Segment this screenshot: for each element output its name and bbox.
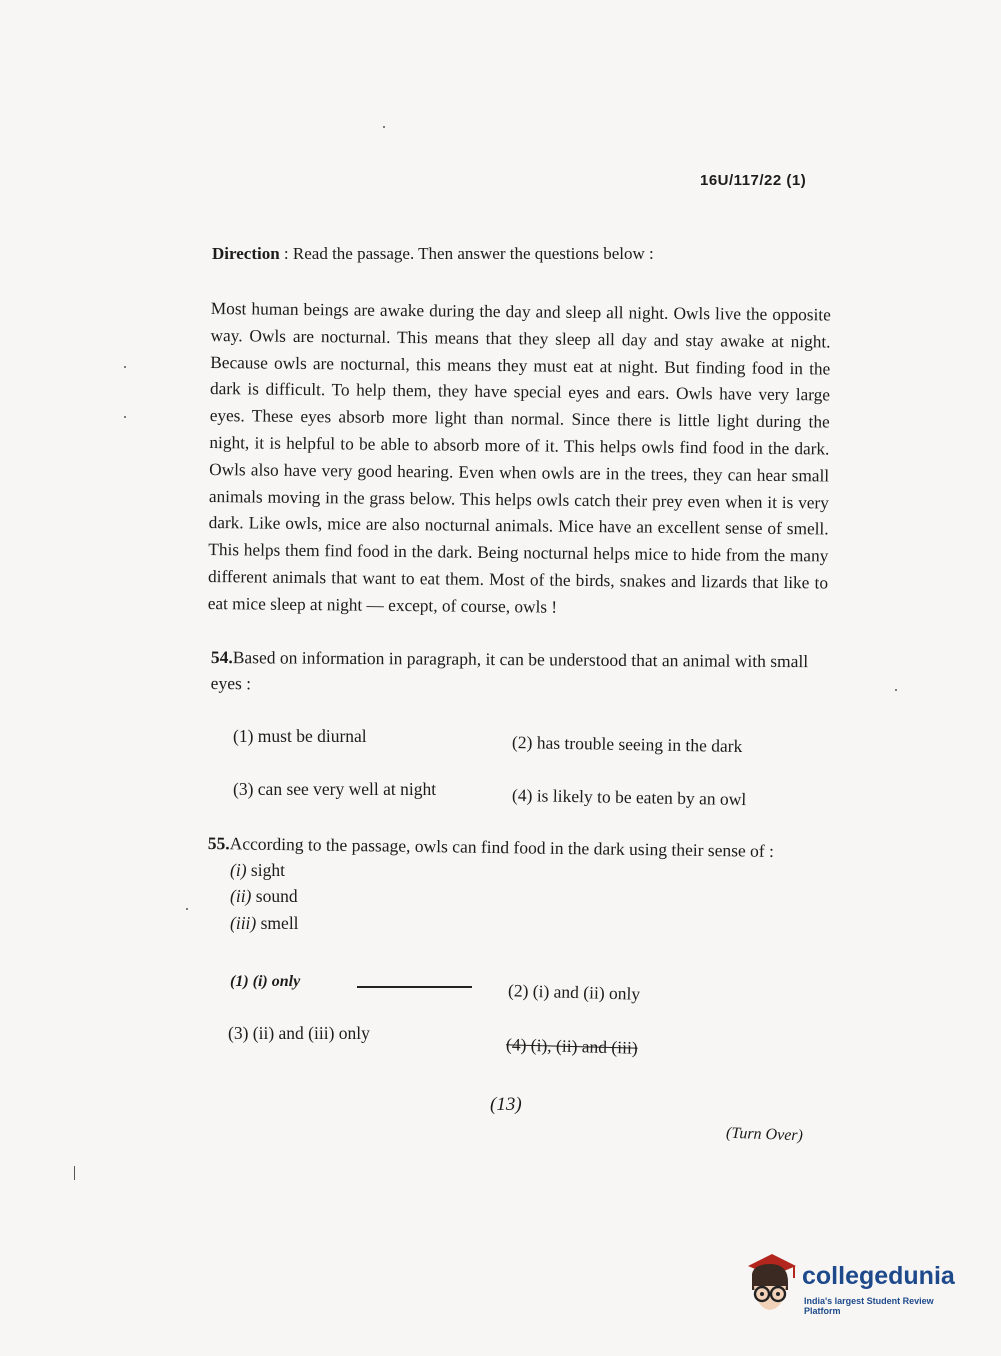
- question-55-number: 55.: [207, 832, 230, 854]
- question-55: [208, 830, 808, 864]
- q55-subitem-3-num: (iii): [230, 913, 257, 933]
- q55-subitem-3: [230, 913, 299, 934]
- q55-option-4: (4) (i), (ii) and (iii): [505, 1034, 638, 1058]
- question-54: [211, 644, 831, 700]
- q55-subitem-1-num: (i): [230, 860, 247, 880]
- direction-text: : Read the passage. Then answer the questions below :: [283, 244, 654, 263]
- q55-subitem-3-text: smell: [260, 913, 299, 933]
- paper-code: 16U/117/22 (1): [700, 172, 807, 189]
- q54-option-2: (2) has trouble seeing in the dark: [511, 731, 743, 757]
- q55-subitem-2: [230, 886, 298, 907]
- turn-over: (Turn Over): [725, 1124, 804, 1145]
- q55-subitem-2-num: (ii): [230, 886, 252, 906]
- scan-speck: [186, 908, 188, 910]
- reading-passage: Most human beings are awake during the day and sleep all night. Owls live the opposite way. Owls are nocturnal. This means that they sleep all day and stay awake at night. Because owls are nocturnal, this means they must eat at night. But finding food in the dark is difficult. To help them, they have special eyes and ears. Owls have very large eyes. These eyes absorb more light than normal. Since there is little light during the night, it is helpful to be able to absorb more of it. This helps owls find food in the dark. Owls also have very good hearing. Even when owls are in the trees, they can hear small animals moving in the grass below. This helps owls catch their prey even when it is very dark. Like owls, mice are also nocturnal animals. Mice have an excellent sense of smell. This helps them find food in the dark. Being nocturnal helps mice to hide from the many different animals that want to eat them. Most of the birds, snakes and lizards that like to eat mice sleep at night — except, of course, owls !: [207, 298, 831, 617]
- q55-option-3: (3) (ii) and (iii) only: [228, 1023, 370, 1043]
- direction-line: [212, 244, 654, 264]
- logo-wordmark: collegedunia: [802, 1262, 955, 1290]
- q55-subitem-2-text: sound: [255, 886, 298, 906]
- question-55-text: According to the passage, owls can find food in the dark using their sense of :: [229, 833, 775, 861]
- pen-mark-line: [357, 986, 472, 988]
- direction-label: Direction: [212, 244, 280, 263]
- q55-option-2: (2) (i) and (ii) only: [507, 980, 641, 1004]
- mascot-icon: [742, 1252, 798, 1314]
- q54-option-4: (4) is likely to be eaten by an owl: [511, 784, 747, 810]
- q55-subitem-1-text: sight: [250, 860, 285, 880]
- scan-speck: [895, 689, 897, 691]
- q55-option-1: (1) (i) only: [230, 973, 301, 990]
- collegedunia-logo: [742, 1252, 972, 1322]
- logo-tagline: India's largest Student Review Platform: [804, 1296, 934, 1316]
- scan-speck: [383, 126, 385, 128]
- page-number: (13): [490, 1094, 522, 1115]
- question-54-number: 54.: [210, 646, 233, 668]
- q55-subitem-1: [230, 860, 285, 881]
- scan-speck: [124, 416, 126, 418]
- scan-speck: [74, 1166, 75, 1180]
- question-54-text: Based on information in paragraph, it can be understood that an animal with small eyes :: [210, 647, 809, 694]
- q54-option-1: (1) must be diurnal: [233, 726, 367, 746]
- scan-speck: [124, 366, 126, 368]
- q54-option-3: (3) can see very well at night: [233, 779, 437, 799]
